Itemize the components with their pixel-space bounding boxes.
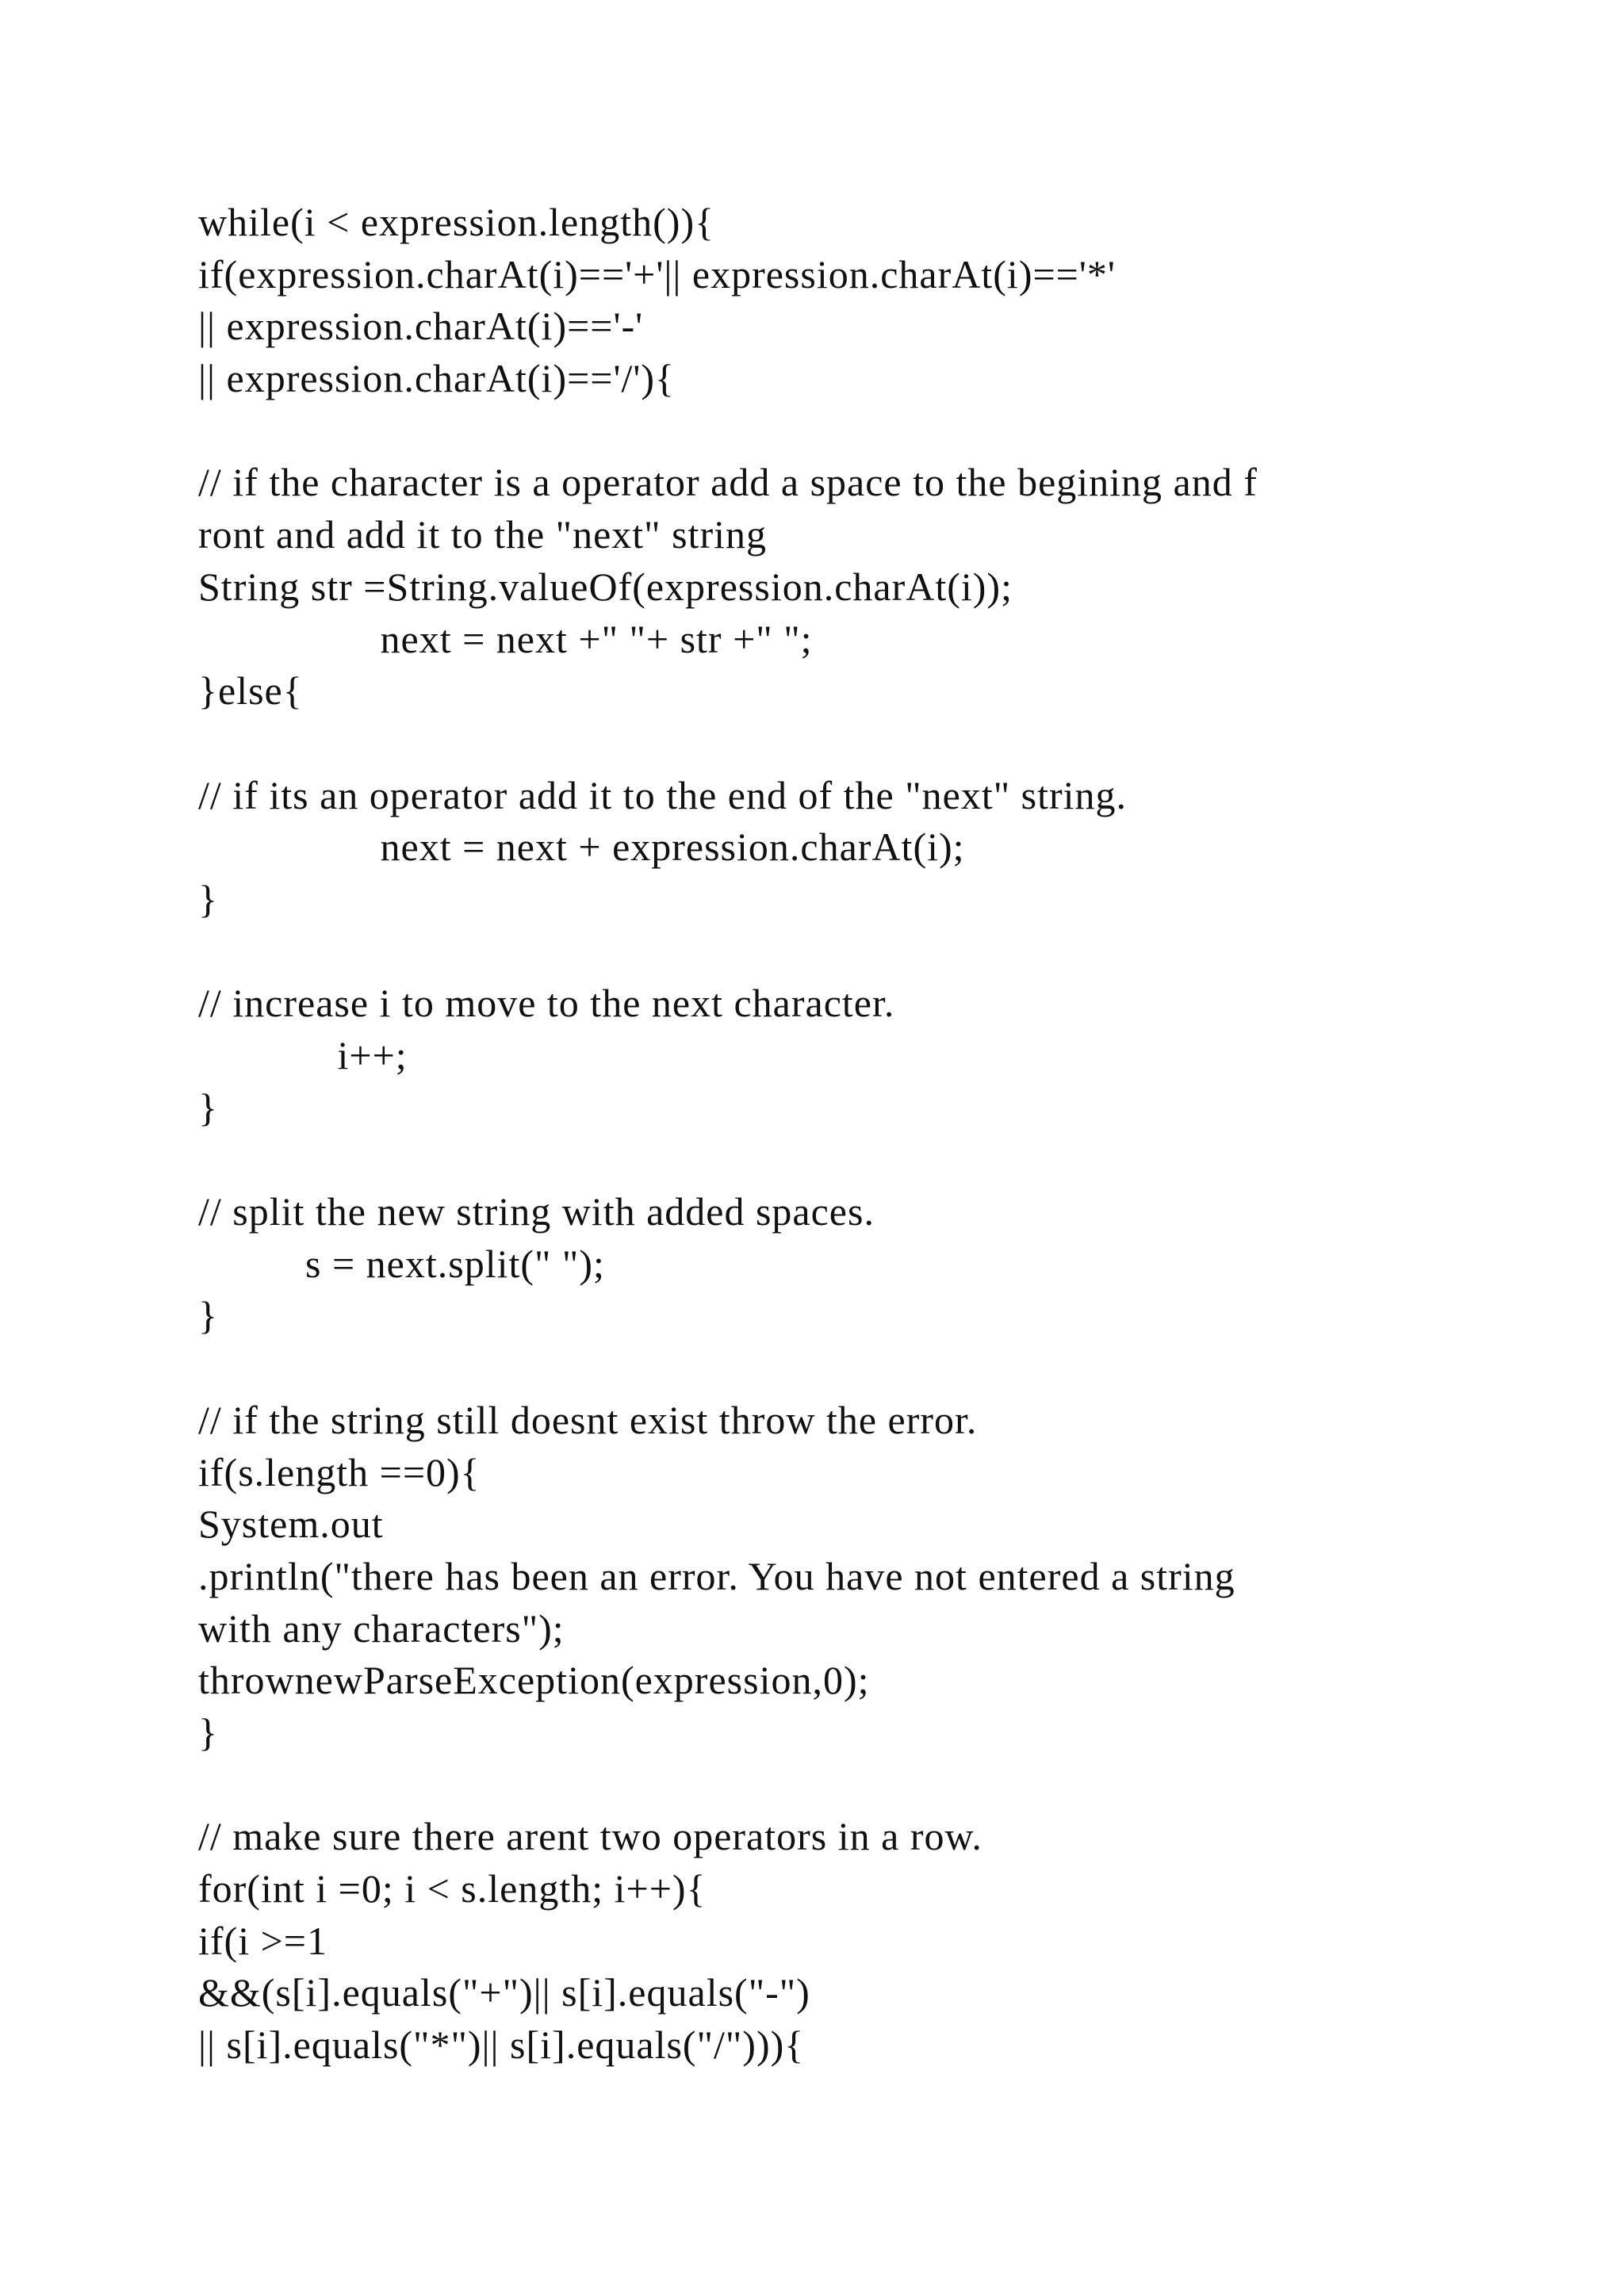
code-line: if(s.length ==0){ [198,1449,481,1494]
code-line: i++; [198,1033,408,1077]
code-line: // increase i to move to the next character. [198,981,895,1026]
blank-line [198,1134,1562,1186]
code-line: while(i < expression.length()){ [198,200,715,244]
code-line: with any characters"); [198,1605,565,1651]
code-line: for(int i =0; i < s.length; i++){ [198,1866,707,1911]
code-line: next = next + expression.charAt(i); [198,825,965,870]
code-line: || expression.charAt(i)=='-' [198,304,644,349]
code-text-block [198,197,1562,2072]
code-line: System.out [198,1502,384,1547]
code-line: // if its an operator add it to the end of the "next" string. [198,772,1128,817]
blank-line [198,1342,1562,1395]
code-line: } [198,1293,218,1338]
code-line: || s[i].equals("*")|| s[i].equals("/"))){ [198,2022,805,2068]
code-line: String str =String.valueOf(expression.charAt(i)); [198,564,1013,609]
code-line: thrownewParseException(expression,0); [198,1658,870,1703]
code-line: .println("there has been an error. You have not entered a string [198,1553,1235,1598]
code-line: // if the character is a operator add a space to the begining and f [198,460,1258,505]
code-line: next = next +" "+ str +" "; [198,616,813,661]
blank-line [198,926,1562,978]
blank-line [198,405,1562,457]
blank-line [198,718,1562,770]
code-line: } [198,1709,218,1755]
code-line: // make sure there arent two operators in a row. [198,1814,982,1859]
code-line: &&(s[i].equals("+")|| s[i].equals("-") [198,1970,810,2015]
code-line: if(expression.charAt(i)=='+'|| expression.charAt(i)=='*' [198,251,1116,297]
code-line: || expression.charAt(i)=='/'){ [198,356,676,401]
blank-line [198,1759,1562,1812]
code-line: }else{ [198,668,303,714]
code-line: // split the new string with added spaces. [198,1189,875,1234]
code-line: s = next.split(" "); [198,1241,605,1286]
code-line: // if the string still doesnt exist throw the error. [198,1397,978,1442]
code-line: } [198,1085,218,1130]
code-line: } [198,876,218,921]
code-line: ront and add it to the "next" string [198,512,767,557]
code-line: if(i >=1 [198,1918,327,1963]
